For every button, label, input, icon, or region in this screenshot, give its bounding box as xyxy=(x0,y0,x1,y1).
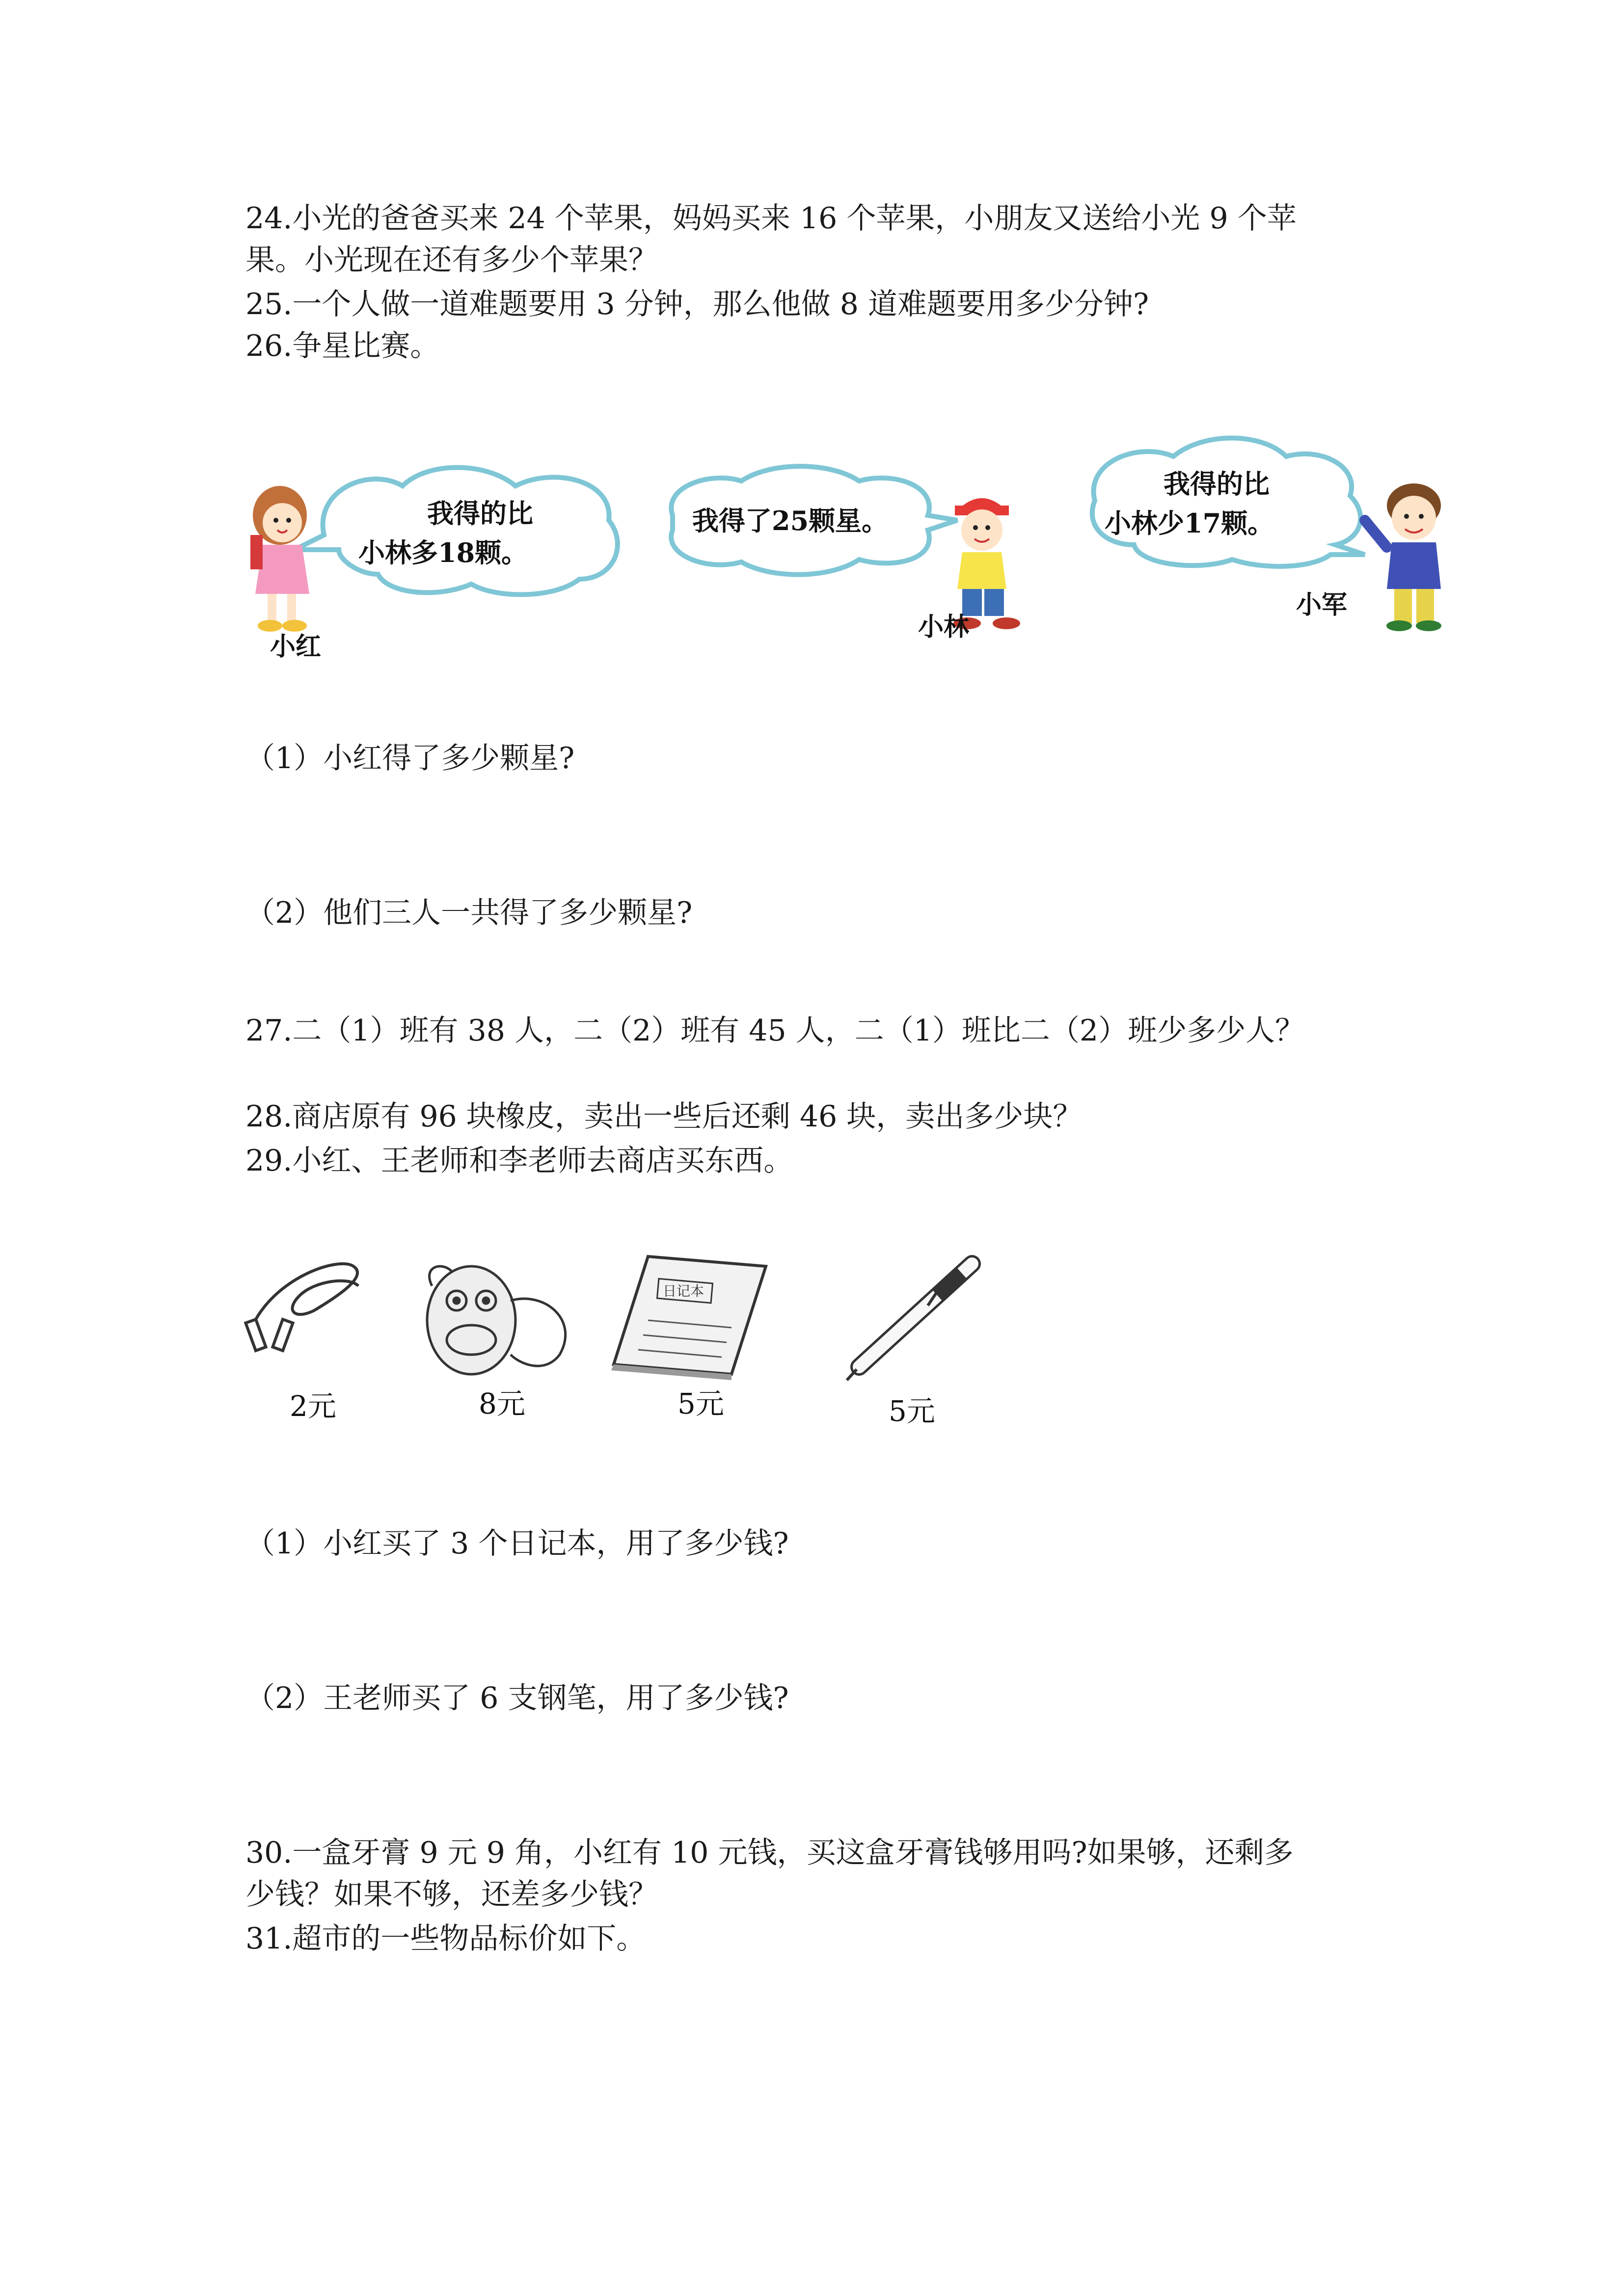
question-30-line-1: 30.一盒牙膏 9 元 9 角，小红有 10 元钱，买这盒牙膏钱够用吗?如果够，还剩多 xyxy=(245,1836,1294,1870)
shop-items-figure xyxy=(241,1247,1026,1443)
question-29-sub-1: （1）小红买了 3 个日记本，用了多少钱? xyxy=(245,1526,789,1561)
backpack-icon xyxy=(427,1266,566,1374)
question-26-sub-2: （2）他们三人一共得了多少颗星? xyxy=(245,896,693,930)
question-26-title: 26.争星比赛。 xyxy=(245,329,440,363)
notebook-price: 5元 xyxy=(677,1387,724,1420)
xiaolin-boy-icon xyxy=(953,498,1020,629)
xiaolin-speech-bubble xyxy=(671,466,957,575)
xiaojun-speech-bubble xyxy=(1092,438,1365,566)
xiaohong-name-label: 小红 xyxy=(270,632,322,662)
xiaohong-bubble-line-2: 小林多18颗。 xyxy=(358,537,528,568)
pen-icon xyxy=(847,1264,972,1380)
xiaolin-bubble-text: 我得了25颗星。 xyxy=(692,505,889,536)
jump-rope-price: 2元 xyxy=(290,1389,336,1423)
xiaohong-girl-icon xyxy=(250,486,309,632)
xiaojun-bubble-line-2: 小林少17颗。 xyxy=(1105,507,1274,539)
xiaohong-speech-bubble xyxy=(295,468,618,595)
question-25: 25.一个人做一道难题要用 3 分钟，那么他做 8 道难题要用多少分钟? xyxy=(245,287,1149,321)
question-27: 27.二（1）班有 38 人，二（2）班有 45 人，二（1）班比二（2）班少多少人？ xyxy=(245,1014,1305,1048)
xiaojun-boy-icon xyxy=(1365,483,1441,631)
notebook-cover-text: 日记本 xyxy=(663,1283,704,1299)
question-28: 28.商店原有 96 块橡皮，卖出一些后还剩 46 块，卖出多少块？ xyxy=(245,1099,1083,1134)
xiaohong-bubble-line-1: 我得的比 xyxy=(427,498,533,529)
question-29-sub-2: （2）王老师买了 6 支钢笔，用了多少钱? xyxy=(245,1681,789,1715)
question-26-sub-1: （1）小红得了多少颗星? xyxy=(245,741,575,775)
backpack-price: 8元 xyxy=(479,1387,525,1420)
question-30-line-2: 少钱？如果不够，还差多少钱？ xyxy=(245,1877,658,1912)
star-contest-figure xyxy=(241,432,1458,667)
notebook-icon xyxy=(611,1256,766,1380)
question-31: 31.超市的一些物品标价如下。 xyxy=(245,1922,646,1956)
jump-rope-icon xyxy=(245,1264,358,1351)
question-29-title: 29.小红、王老师和李老师去商店买东西。 xyxy=(245,1144,793,1178)
question-24-line-1: 24.小光的爸爸买来 24 个苹果，妈妈买来 16 个苹果，小朋友又送给小光 9 个苹 xyxy=(245,201,1297,236)
xiaojun-bubble-line-1: 我得的比 xyxy=(1164,468,1270,500)
xiaolin-name-label: 小林 xyxy=(918,612,970,642)
question-24-line-2: 果。小光现在还有多少个苹果？ xyxy=(245,243,658,277)
xiaojun-name-label: 小军 xyxy=(1296,590,1348,620)
pen-price: 5元 xyxy=(889,1394,935,1428)
